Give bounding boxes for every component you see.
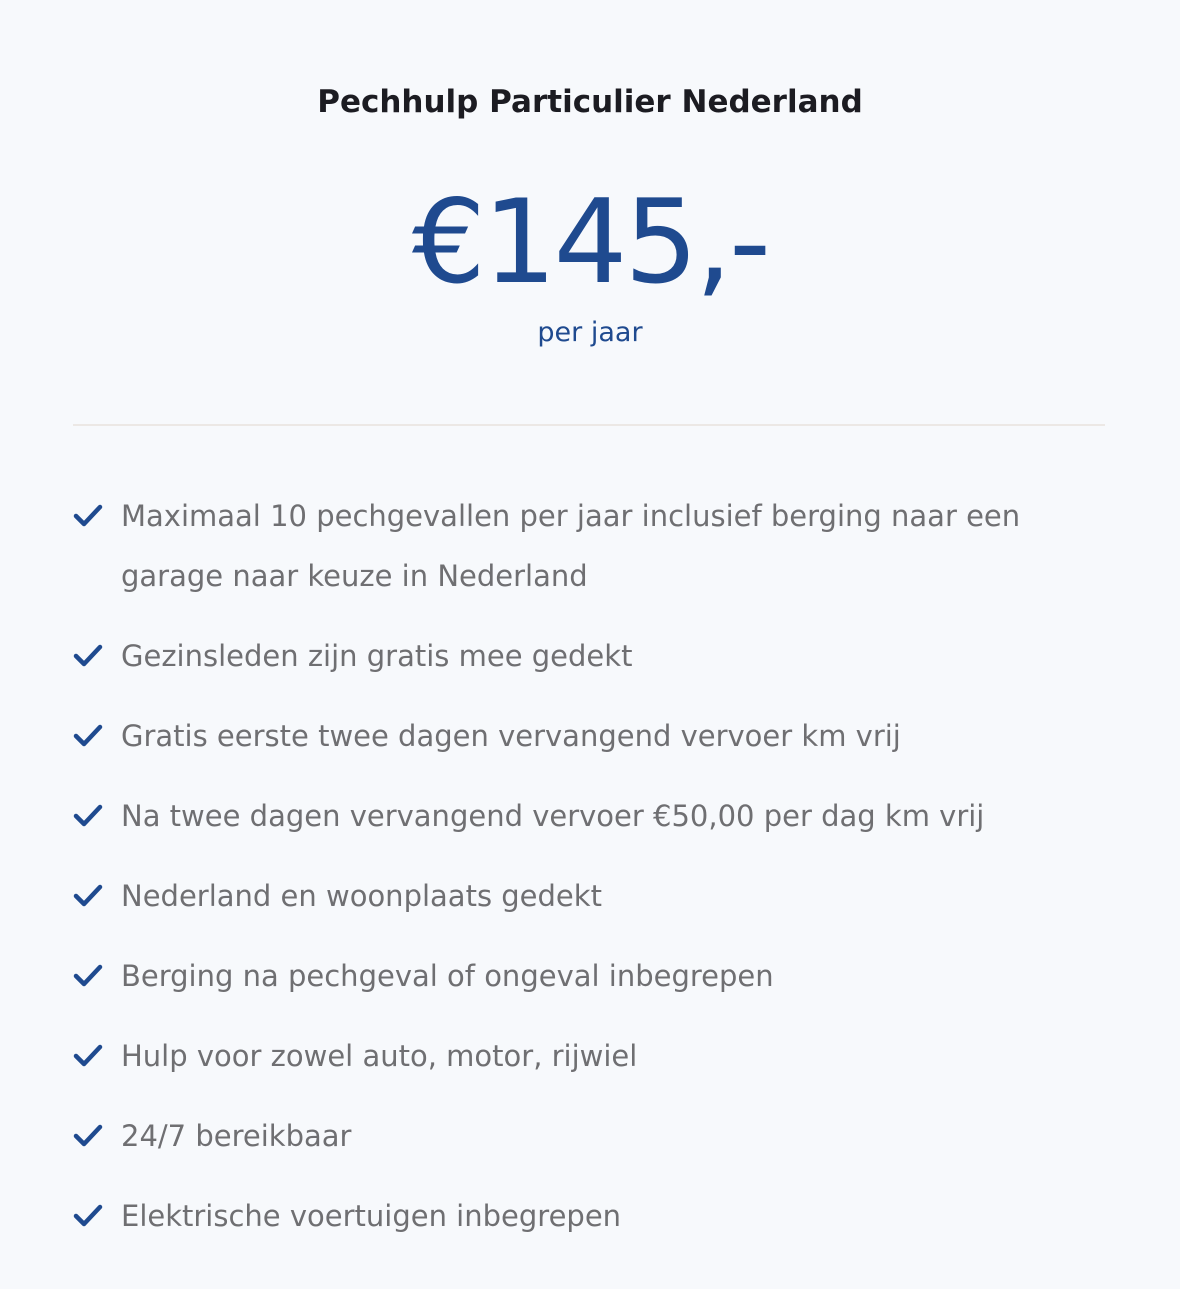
- feature-item: [73, 706, 1113, 766]
- feature-text: Na twee dagen vervangend vervoer €50,00 per dag km vrij: [121, 799, 985, 833]
- feature-text: Elektrische voertuigen inbegrepen: [121, 1199, 622, 1233]
- plan-price: €145,-: [412, 175, 768, 310]
- feature-item: [73, 946, 1113, 1006]
- check-icon: [73, 962, 103, 990]
- check-icon: [73, 502, 103, 530]
- check-icon: [73, 882, 103, 910]
- feature-text: Gratis eerste twee dagen vervangend vervoer km vrij: [121, 719, 901, 753]
- check-icon: [73, 1122, 103, 1150]
- feature-item: [73, 866, 1113, 926]
- feature-text: Gezinsleden zijn gratis mee gedekt: [121, 639, 633, 673]
- check-icon: [73, 802, 103, 830]
- feature-item: [73, 486, 1113, 606]
- feature-list: [73, 486, 1113, 1266]
- feature-item: [73, 1026, 1113, 1086]
- feature-item: [73, 1106, 1113, 1166]
- feature-text: Nederland en woonplaats gedekt: [121, 879, 602, 913]
- check-icon: [73, 642, 103, 670]
- check-icon: [73, 722, 103, 750]
- feature-text: Berging na pechgeval of ongeval inbegrepen: [121, 959, 774, 993]
- feature-text: Maximaal 10 pechgevallen per jaar inclusief berging naar een garage naar keuze in Nederland: [121, 499, 1021, 593]
- plan-title: Pechhulp Particulier Nederland: [317, 84, 863, 120]
- feature-item: [73, 1186, 1113, 1246]
- plan-period: per jaar: [537, 317, 643, 348]
- check-icon: [73, 1042, 103, 1070]
- divider: [73, 424, 1105, 426]
- check-icon: [73, 1202, 103, 1230]
- feature-item: [73, 786, 1113, 846]
- feature-item: [73, 626, 1113, 686]
- feature-text: 24/7 bereikbaar: [121, 1119, 352, 1153]
- feature-text: Hulp voor zowel auto, motor, rijwiel: [121, 1039, 638, 1073]
